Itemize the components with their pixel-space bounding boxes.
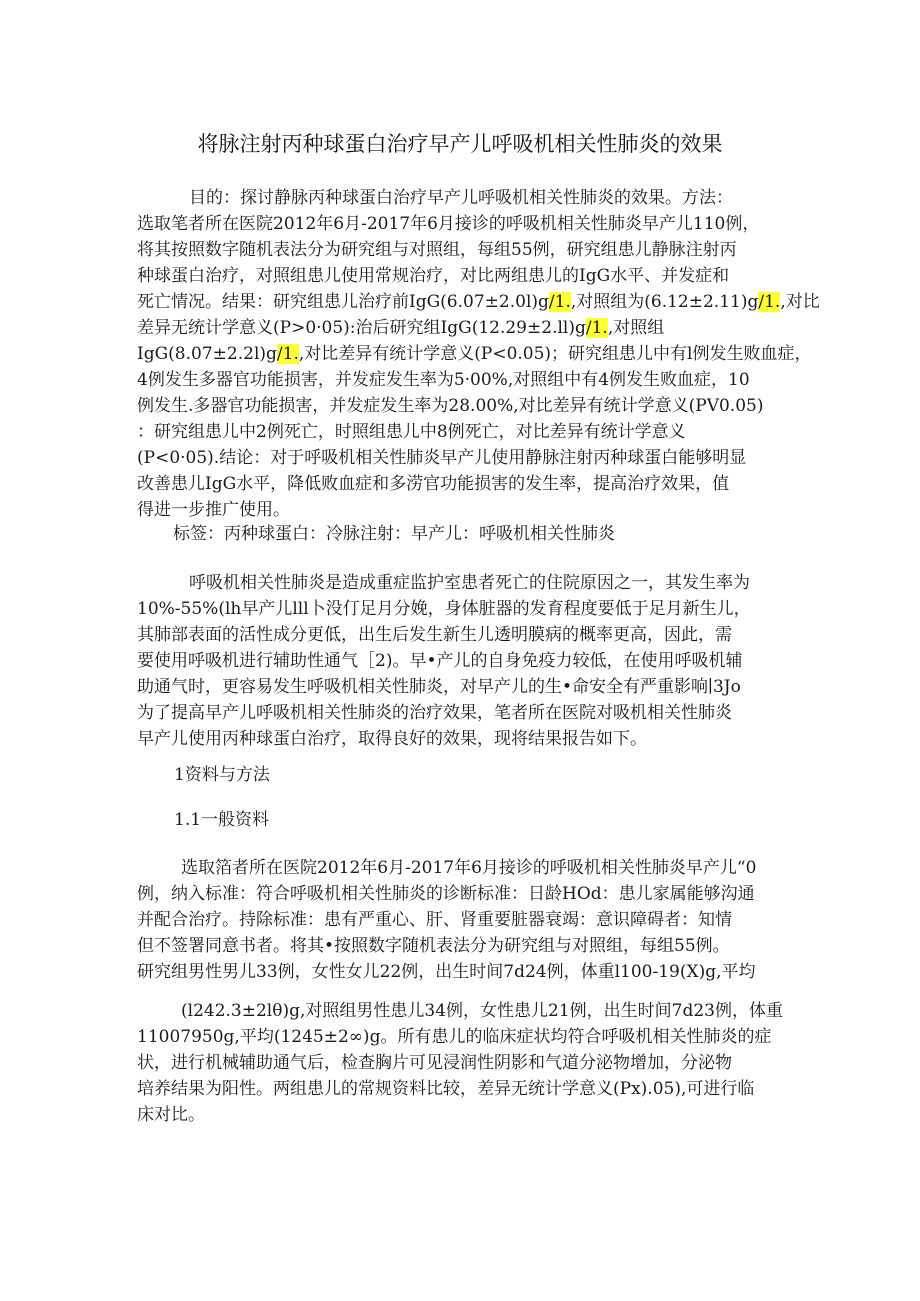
text-line: 4例发生多器官功能损害，并发症发生率为5·00%,对照组中有4例发生败血症，10 bbox=[137, 370, 750, 390]
text-line: 11007950g,平均(1245±2∞)g。所有患儿的临床症状均符合呼吸机相关性肺炎的症 bbox=[137, 1027, 772, 1047]
subsection-heading: 1.1一般资料 bbox=[174, 810, 270, 830]
text-line: 选取箔者所在医院2012年6月-2017年6月接诊的呼吸机相关性肺炎早产儿“0 bbox=[181, 858, 757, 878]
text-line: 床对比。 bbox=[137, 1105, 205, 1125]
text-line: 改善患儿IgG水平，降低败血症和多涝官功能损害的发生率，提高治疗效果，值 bbox=[137, 474, 730, 494]
highlight-mark: ∕1. bbox=[548, 292, 571, 312]
text-line: 例发生.多器官功能损害，并发症发生率为28.00%,对比差异有统计学意义(PV0.05) bbox=[137, 396, 764, 416]
section-heading: 1资料与方法 bbox=[174, 765, 270, 785]
text-line: 死亡情况。结果：研究组患儿治疗前IgG(6.07±2.0l)g∕1.,对照组为(6.12±2.11)g∕1.,对比 bbox=[137, 292, 820, 312]
highlight-mark: ∕1. bbox=[758, 292, 781, 312]
intro-paragraph bbox=[137, 570, 787, 752]
text-line: 标签：丙种球蛋白：冷脉注射：早产儿：呼吸机相关性肺炎 bbox=[173, 524, 615, 544]
text-line: 种球蛋白治疗，对照组患儿使用常规治疗，对比两组患儿的IgG水平、并发症和 bbox=[137, 266, 730, 286]
text-line: IgG(8.07±2.2l)g∕1.,对比差异有统计学意义(P<0.05)；研究组患儿中有l例发生败血症， bbox=[137, 344, 812, 364]
document-title: 将脉注射丙种球蛋白治疗早产儿呼吸机相关性肺炎的效果 bbox=[197, 132, 723, 156]
text-line: 培养结果为阳性。两组患儿的常规资料比较，差异无统计学意义(Px).05),可进行临 bbox=[137, 1079, 755, 1099]
keywords bbox=[137, 521, 787, 547]
text-line: 呼吸机相关性肺炎是造成重症监护室患者死亡的住院原因之一，其发生率为 bbox=[189, 573, 750, 593]
text-line: 选取笔者所在医院2012年6月-2017年6月接诊的呼吸机相关性肺炎早产儿110例， bbox=[137, 214, 760, 234]
text-line: (l242.3±2lθ)g,对照组男性患儿34例，女性患儿21例，出生时间7d23例，体重 bbox=[181, 1001, 783, 1021]
text-line: 10%-55%(lh早产儿lll卜没仃足月分娩，身体脏器的发育程度要低于足月新生儿， bbox=[137, 599, 751, 619]
abstract-paragraph bbox=[137, 185, 820, 523]
text-line: 状，进行机械辅助通气后，检查胸片可见浸润性阴影和气道分泌物增加，分泌物 bbox=[137, 1053, 732, 1073]
text-line: (P<0·05).结论：对于呼吸机相关性肺炎早产儿使用静脉注射丙种球蛋白能够明显 bbox=[137, 448, 747, 468]
text-line: 研究组男性男儿33例，女性女儿22例，出生时间7d24例，体重l100-19(X)g,平均 bbox=[137, 962, 756, 982]
text-line: 但不签署同意书者。将其•按照数字随机表法分为研究组与对照组，每组55例。 bbox=[137, 936, 730, 956]
text-line: ：研究组患儿中2例死亡，时照组患儿中8例死亡，对比差异有统计学意义 bbox=[137, 422, 686, 442]
text-line: 为了提高早产儿呼吸机相关性肺炎的治疗效果，笔者所在医院对吸机相关性肺炎 bbox=[137, 703, 732, 723]
text-line: 其肺部表面的活性成分更低，出生后发生新生儿透明膜病的概率更高，因此，需 bbox=[137, 625, 732, 645]
highlight-mark: ∕1. bbox=[585, 318, 608, 338]
text-line: 助通气时，更容易发生呼吸机相关性肺炎，对早产儿的生•命安全有严重影响∣3Jo bbox=[137, 677, 741, 697]
text-line: 要使用呼吸机进行辅助性通气［2)。早•产儿的自身免疫力较低，在使用呼吸机辅 bbox=[137, 651, 743, 671]
text-line: 将其按照数字随机表法分为研究组与对照组，每组55例，研究组患儿静脉注射丙 bbox=[137, 240, 737, 260]
highlight-mark: ∕1. bbox=[276, 344, 299, 364]
text-line: 早产儿使用丙种球蛋白治疗，取得良好的效果，现将结果报告如下。 bbox=[137, 729, 647, 749]
text-line: 得进一步推广使用。 bbox=[137, 500, 290, 520]
general-paragraph-2 bbox=[137, 998, 787, 1128]
text-line: 差异无统计学意义(P>0·05):治后研究组IgG(12.29±2.ll)g∕1.,对照组 bbox=[137, 318, 665, 338]
text-line: 并配合治疗。持除标准：患有严重心、肝、肾重要脏器衰竭：意识障碍者：知情 bbox=[137, 910, 732, 930]
general-paragraph bbox=[137, 855, 787, 985]
text-line: 例，纳入标准：符合呼吸机相关性肺炎的诊断标准：日龄HOd：患儿家属能够沟通 bbox=[137, 884, 755, 904]
text-line: 目的：探讨静脉丙种球蛋白治疗早产儿呼吸机相关性肺炎的效果。方法： bbox=[189, 188, 733, 208]
